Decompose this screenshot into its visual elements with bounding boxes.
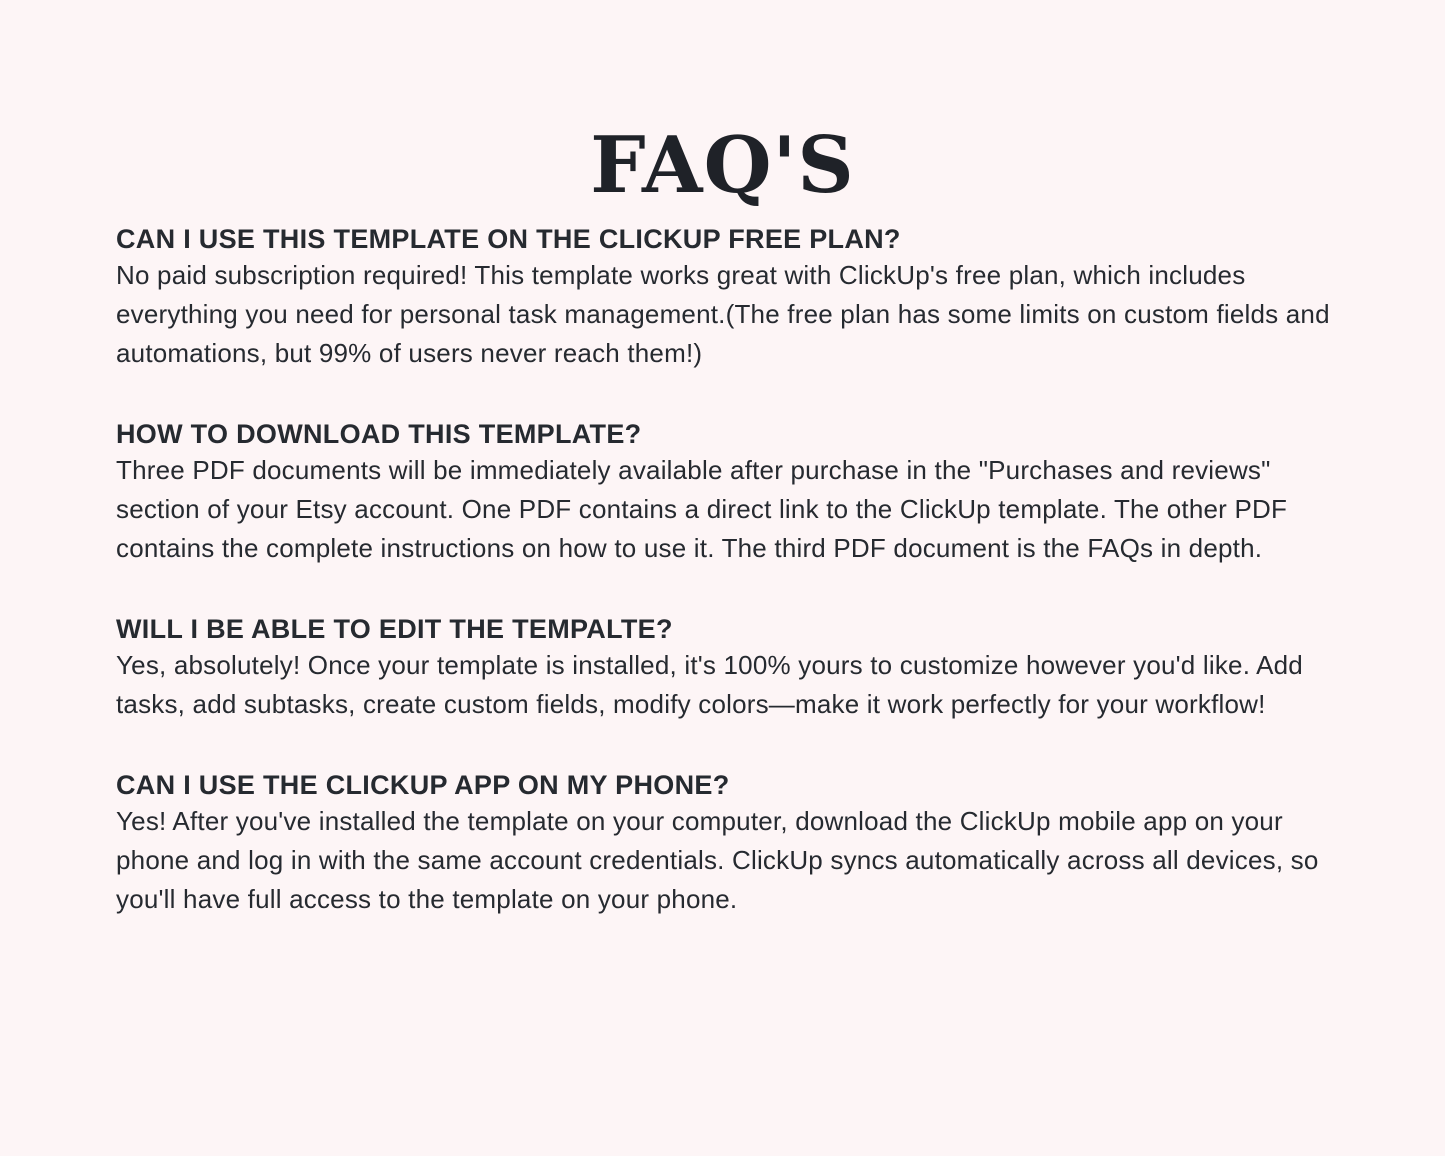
faq-list	[116, 222, 1356, 963]
faq-question: CAN I USE THE CLICKUP APP ON MY PHONE?	[116, 770, 730, 800]
faq-item-free-plan	[116, 222, 1356, 373]
faq-answer: Three PDF documents will be immediately available after purchase in the "Purchases and reviews" section of your Etsy account. One PDF contains a direct link to the ClickUp template. The other PDF contains the complete instructions on how to use it. The third PDF document is the FAQs in depth.	[116, 455, 1288, 563]
faq-item-download	[116, 417, 1356, 568]
page-title: FAQ'S	[590, 120, 855, 212]
faq-question: WILL I BE ABLE TO EDIT THE TEMPALTE?	[116, 614, 673, 644]
faq-item-phone	[116, 768, 1356, 919]
faq-answer: No paid subscription required! This template works great with ClickUp's free plan, which includes everything you need for personal task management.(The free plan has some limits on custom fields and automations, but 99% of users never reach them!)	[116, 260, 1330, 368]
faq-item-edit	[116, 612, 1356, 724]
faq-question: CAN I USE THIS TEMPLATE ON THE CLICKUP FREE PLAN?	[116, 224, 901, 254]
faq-answer: Yes! After you've installed the template on your computer, download the ClickUp mobile app on your phone and log in with the same account credentials. ClickUp syncs automatically across all devices, so you'll have full access to the template on your phone.	[116, 806, 1319, 914]
faq-answer: Yes, absolutely! Once your template is installed, it's 100% yours to customize however you'd like. Add tasks, add subtasks, create custom fields, modify colors—make it work perfectly for your workflow!	[116, 650, 1303, 719]
faq-question: HOW TO DOWNLOAD THIS TEMPLATE?	[116, 419, 642, 449]
